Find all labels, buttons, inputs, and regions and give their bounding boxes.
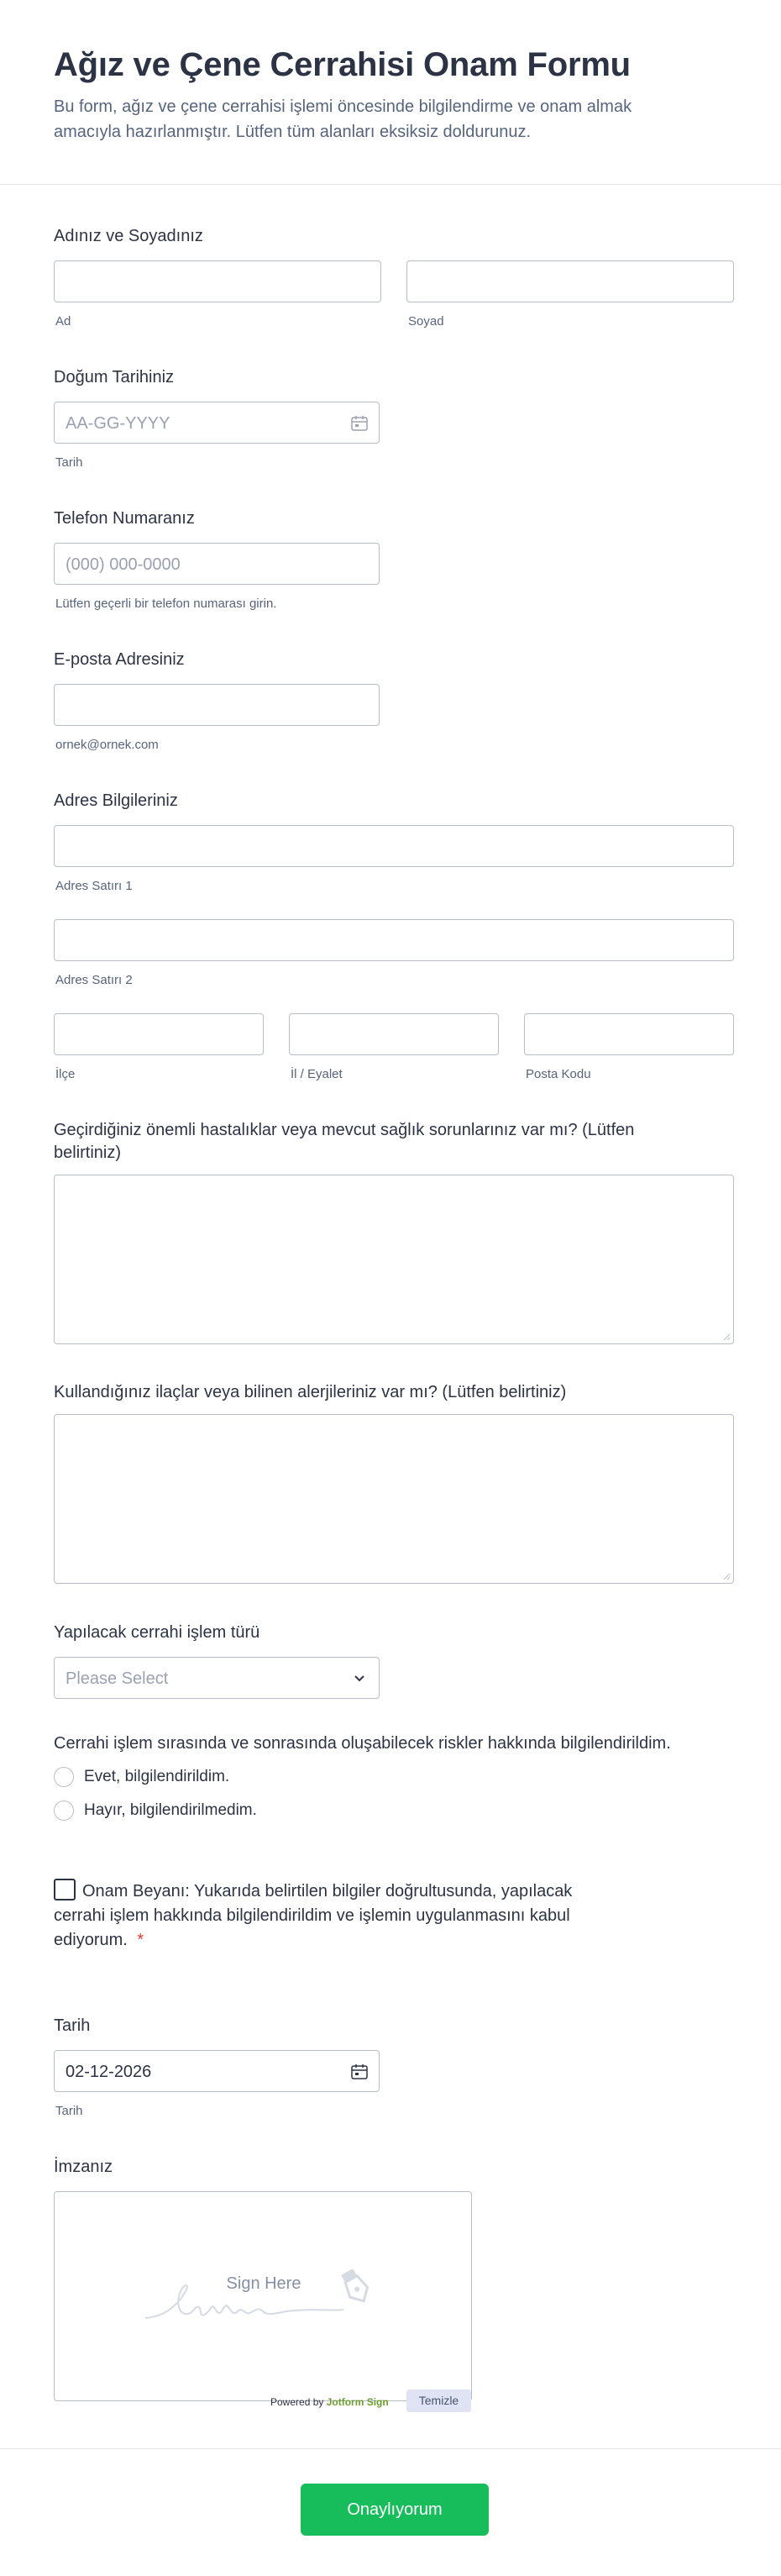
date-label: Tarih (54, 2016, 91, 2035)
birth-date-placeholder: AA-GG-YYYY (66, 414, 170, 433)
address-line2-sublabel: Adres Satırı 2 (55, 973, 133, 987)
email-sublabel: ornek@ornek.com (55, 738, 159, 752)
postal-code-sublabel: Posta Kodu (526, 1067, 591, 1081)
first-name-input[interactable] (54, 260, 381, 302)
resize-handle-icon[interactable] (722, 1572, 731, 1580)
phone-label: Telefon Numaranız (54, 509, 195, 528)
date-sublabel: Tarih (55, 2104, 83, 2118)
phone-placeholder: (000) 000-0000 (66, 555, 181, 574)
phone-input[interactable] (54, 543, 380, 585)
email-input[interactable] (54, 684, 380, 726)
procedure-select[interactable] (54, 1657, 380, 1699)
jotform-sign-link[interactable]: Jotform Sign (326, 2396, 389, 2408)
address-line1-sublabel: Adres Satırı 1 (55, 879, 133, 893)
risk-option-label: Evet, bilgilendirildim. (84, 1768, 230, 1785)
first-name-sublabel: Ad (55, 314, 71, 329)
submit-button[interactable]: Onaylıyorum (301, 2484, 489, 2536)
email-field (54, 649, 380, 753)
calendar-icon[interactable] (350, 2063, 369, 2081)
page-title: Ağız ve Çene Cerrahisi Onam Formu (54, 46, 631, 83)
consent-field (54, 1879, 625, 1953)
birth-date-field (54, 366, 380, 471)
last-name-sublabel: Soyad (408, 314, 444, 329)
date-field (54, 2015, 380, 2119)
date-input[interactable] (54, 2050, 380, 2092)
email-label: E-posta Adresiniz (54, 650, 185, 669)
address-line2-input[interactable] (54, 919, 734, 961)
consent-text: Onam Beyanı: Yukarıda belirtilen bilgiler doğrultusunda, yapılacak cerrahi işlem hakkında bilgilendirildim ve işlemin uygulanmasını kabul ediyorum. (54, 1882, 573, 1949)
powered-by-text: Powered by (270, 2396, 324, 2408)
name-label: Adınız ve Soyadınız (54, 227, 203, 245)
consent-checkbox[interactable] (54, 1879, 76, 1900)
powered-by (270, 2396, 389, 2408)
signature-pad[interactable] (54, 2191, 472, 2401)
conditions-label: Geçirdiğiniz önemli hastalıklar veya mevcut sağlık sorunlarınız var mı? (Lütfen belirtiniz) (54, 1121, 635, 1162)
radio-button[interactable] (54, 1767, 74, 1787)
address-field (54, 790, 734, 1082)
district-sublabel: İlçe (55, 1067, 76, 1081)
form-footer-divider (0, 2448, 781, 2449)
conditions-field (54, 1119, 734, 1344)
conditions-textarea[interactable] (54, 1175, 734, 1344)
signature-placeholder: Sign Here (226, 2274, 301, 2293)
medications-label: Kullandığınız ilaçlar veya bilinen alerjileriniz var mı? (Lütfen belirtiniz) (54, 1383, 567, 1401)
risks-label: Cerrahi işlem sırasında ve sonrasında oluşabilecek riskler hakkında bilgilendirildim. (54, 1734, 671, 1753)
province-sublabel: İl / Eyalet (291, 1067, 343, 1081)
signature-label: İmzanız (54, 2158, 113, 2176)
province-input[interactable] (289, 1013, 499, 1055)
resize-handle-icon[interactable] (722, 1333, 731, 1341)
risk-option-yes[interactable] (54, 1765, 734, 1789)
phone-field (54, 507, 380, 612)
district-input[interactable] (54, 1013, 264, 1055)
calendar-icon[interactable] (350, 414, 369, 433)
clear-signature-button[interactable]: Temizle (406, 2389, 471, 2412)
birth-date-sublabel: Tarih (55, 455, 83, 470)
name-field (54, 225, 734, 329)
required-mark: * (137, 1931, 144, 1949)
form-header (0, 0, 781, 185)
address-line1-input[interactable] (54, 825, 734, 867)
procedure-placeholder: Please Select (66, 1669, 169, 1688)
birth-date-input[interactable] (54, 402, 380, 444)
birth-date-label: Doğum Tarihiniz (54, 368, 175, 386)
date-value: 02-12-2026 (66, 2063, 152, 2081)
medications-textarea[interactable] (54, 1414, 734, 1584)
signature-field (54, 2156, 472, 2401)
phone-sublabel: Lütfen geçerli bir telefon numarası girin. (55, 597, 277, 611)
last-name-input[interactable] (406, 260, 734, 302)
procedure-label: Yapılacak cerrahi işlem türü (54, 1623, 260, 1642)
procedure-field (54, 1622, 380, 1699)
risks-field (54, 1732, 734, 1822)
medications-field (54, 1381, 734, 1584)
postal-code-input[interactable] (524, 1013, 734, 1055)
radio-button[interactable] (54, 1801, 74, 1821)
chevron-down-icon (350, 1669, 369, 1688)
risk-option-label: Hayır, bilgilendirilmedim. (84, 1801, 257, 1819)
form-description: Bu form, ağız ve çene cerrahisi işlemi öncesinde bilgilendirme ve onam almak amacıyla hazırlanmıştır. Lütfen tüm alanları eksiksiz doldurunuz. (54, 97, 632, 141)
risk-option-no[interactable] (54, 1799, 734, 1822)
address-label: Adres Bilgileriniz (54, 791, 178, 810)
